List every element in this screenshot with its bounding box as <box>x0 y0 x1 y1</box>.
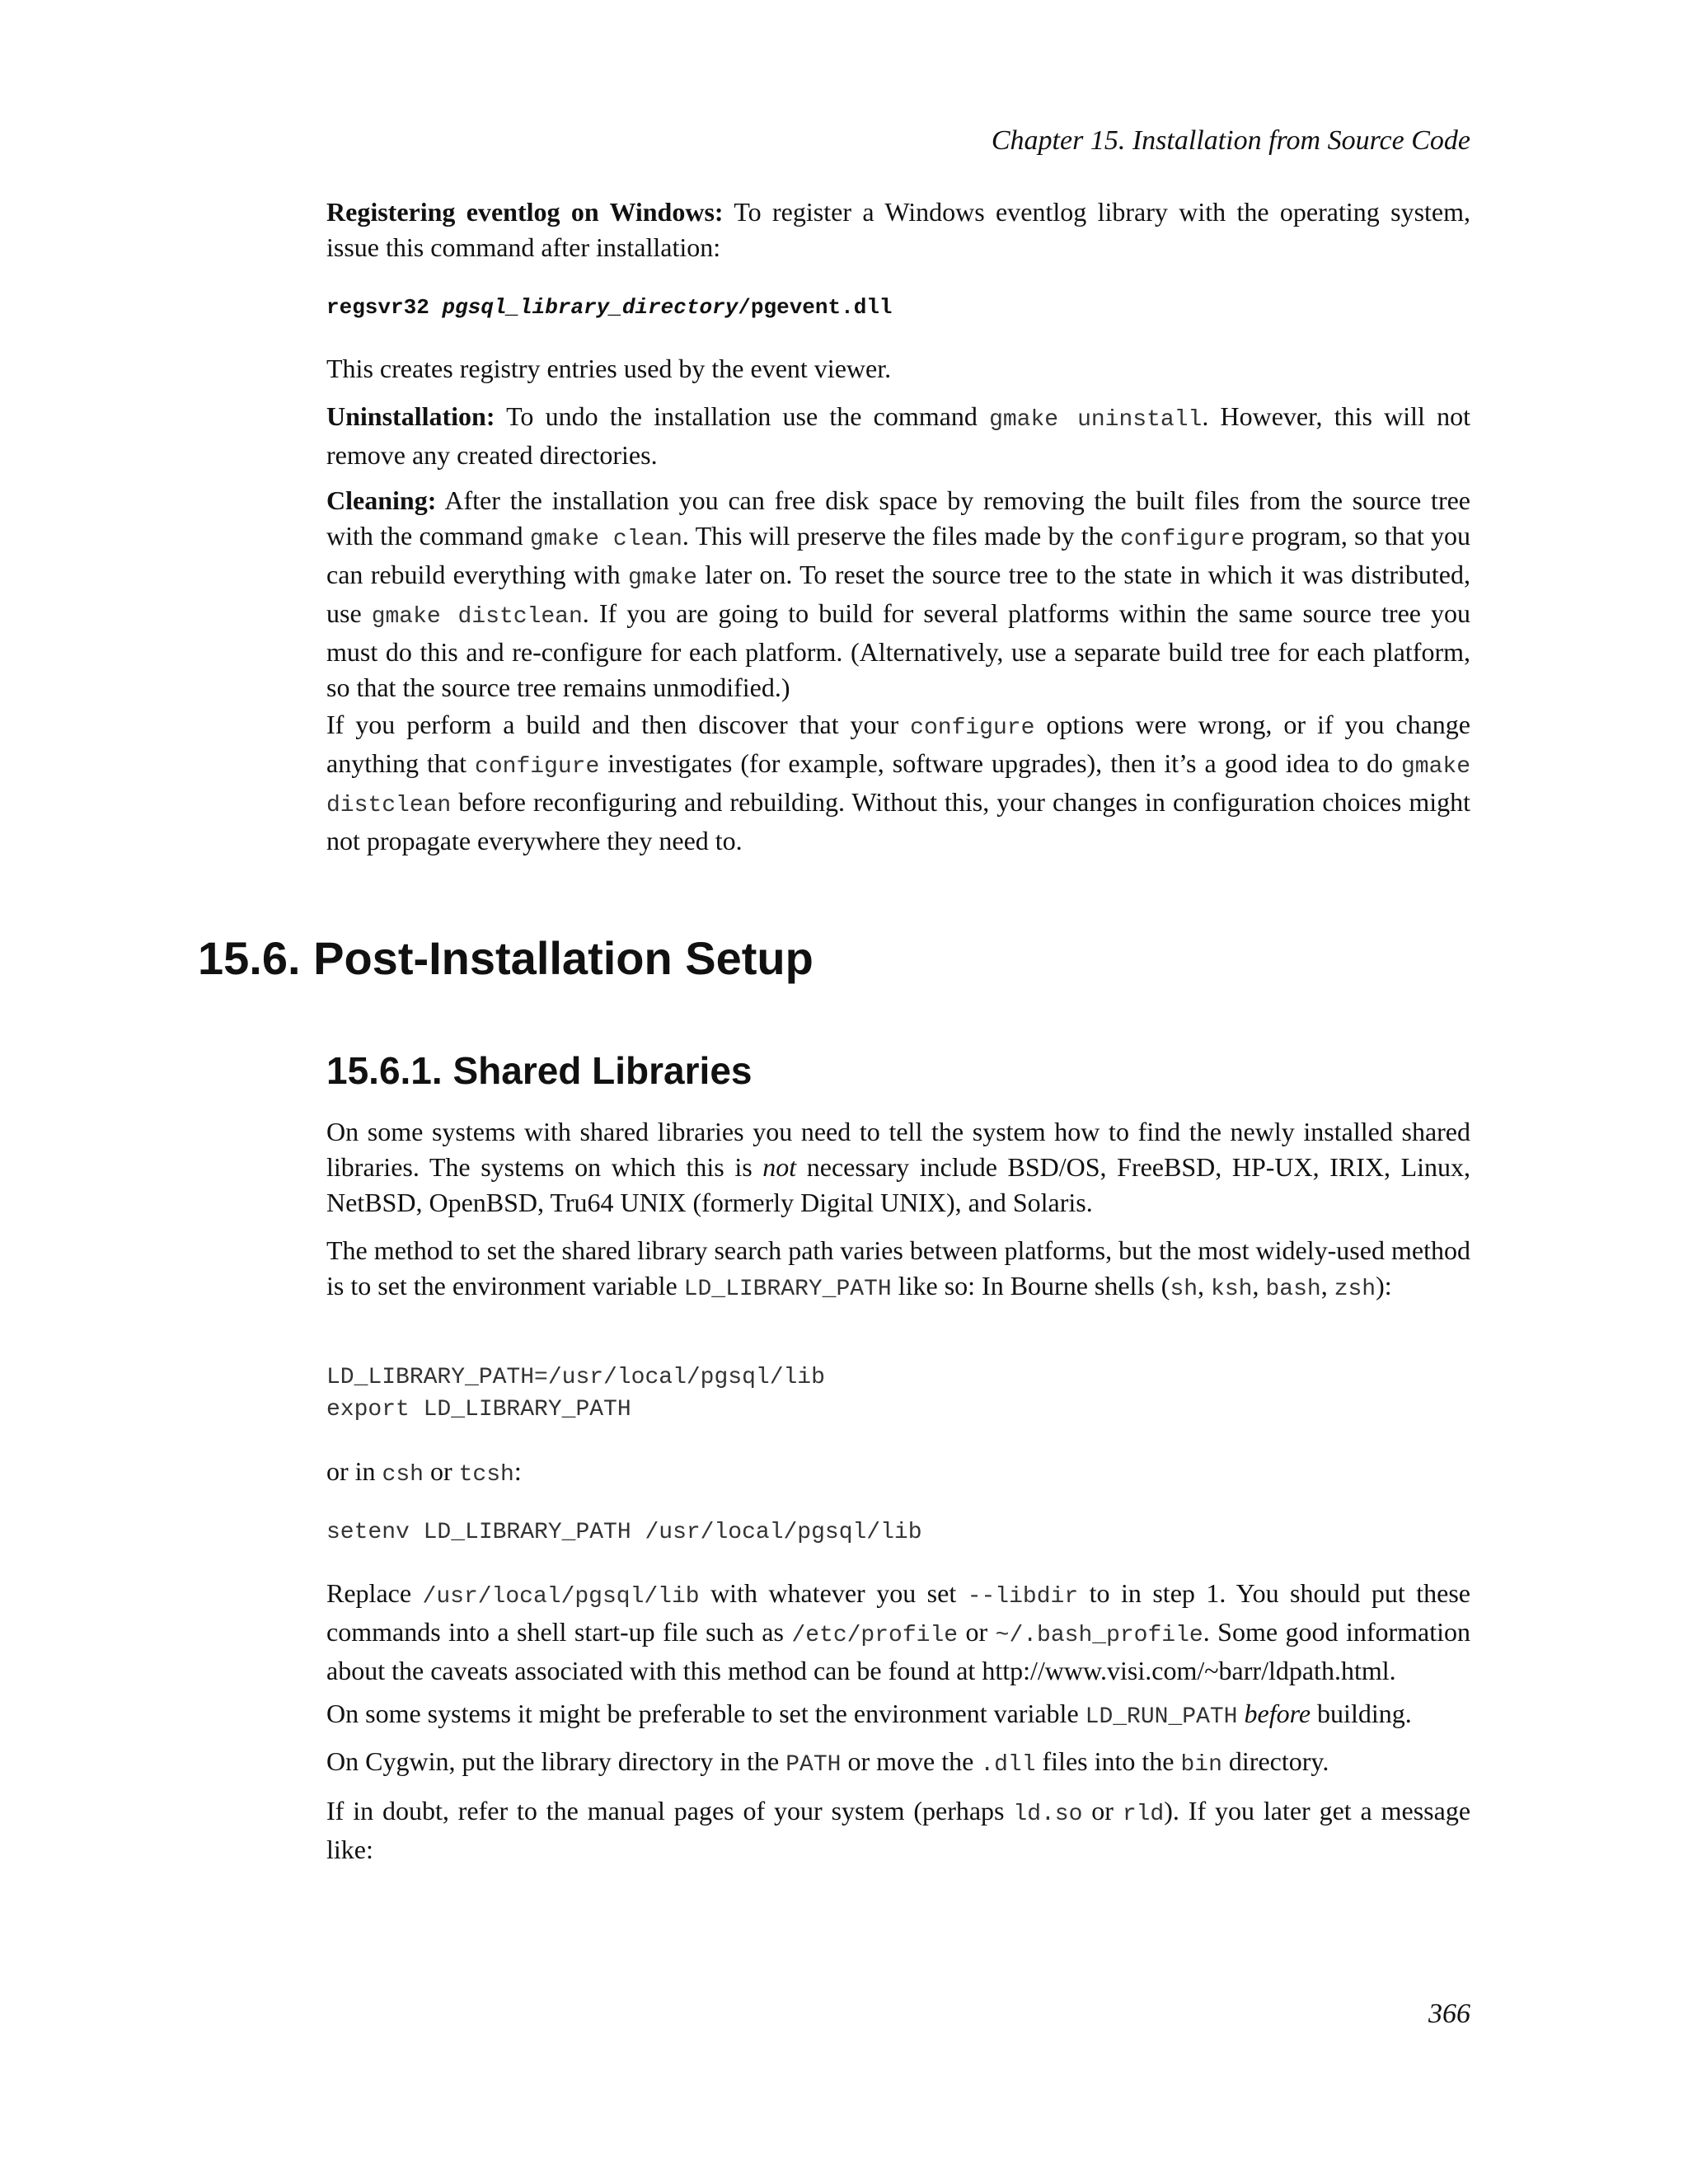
shared-p7: If in doubt, refer to the manual pages of your system (perhaps ld.so or rld). If you later get a message like: <box>326 1796 1471 1864</box>
code-configure-3: configure <box>475 754 600 780</box>
cmd-var: pgsql_library_directory <box>442 295 738 320</box>
cmd-prefix: regsvr32 <box>326 295 443 320</box>
uninstall-paragraph: Uninstallation: To undo the installation use the command gmake uninstall. However, this will not remove any created directories. <box>326 401 1471 470</box>
eventlog-after: This creates registry entries used by the event viewer. <box>326 354 892 383</box>
shared-p1: On some systems with shared libraries you need to tell the system how to find the newly installed shared libraries. The systems on which this is not necessary include BSD/OS, FreeBSD, HP-UX, IRIX, Linux, NetBSD, OpenBSD, Tru64 UNIX (formerly Digital UNIX), and Solaris. <box>326 1117 1471 1217</box>
reconfig-paragraph: If you perform a build and then discover that your configure options were wrong, or if you change anything that configure investigates (for example, software upgrades), then it’s a good idea to do gmake distclean before reconfiguring and rebuilding. Without this, your changes in configuration choices might not propagate everywhere they need to. <box>326 710 1471 855</box>
emphasis-not: not <box>762 1152 797 1182</box>
subsection-title: 15.6.1. Shared Libraries <box>326 1049 753 1092</box>
code-gmake-clean: gmake clean <box>529 527 682 552</box>
shared-p3: or in csh or tcsh: <box>326 1456 522 1488</box>
shared-p2: The method to set the shared library search path varies between platforms, but the most widely-used method is to set the environment variable LD_LIBRARY_PATH like so: In Bourne shells (sh, ksh, bash, zsh): <box>326 1235 1470 1302</box>
page-number: 366 <box>1428 1999 1470 2029</box>
cleaning-paragraph: Cleaning: After the installation you can free disk space by removing the built files from the source tree with the command gmake clean. This will preserve the files made by the configure program, so that you can rebuild everything with gmake later on. To reset the source tree to the state in which it was distributed, use gmake distclean. If you are going to build for several platforms within the same source tree you must do this and re-configure for each platform. (Alternatively, use a separate build tree for each platform, so that the source tree remains unmodified.) <box>326 485 1471 702</box>
cleaning-label: Cleaning: <box>326 485 437 515</box>
eventlog-command <box>326 295 1470 320</box>
code-gmake-distclean-2: gmake distclean <box>326 754 1471 818</box>
code-listing-csh: setenv LD_LIBRARY_PATH /usr/local/pgsql/lib <box>326 1520 922 1545</box>
shared-p4: Replace /usr/local/pgsql/lib with whatever you set --libdir to in step 1. You should put these commands into a shell start-up file such as /etc/profile or ~/.bash_profile. Some good information about the caveats associated with this method can be found at http://www.visi.com/~barr/ldpath.html. <box>326 1578 1471 1685</box>
cmd-suffix: /pgevent.dll <box>738 295 893 320</box>
uninstall-label: Uninstallation: <box>326 401 495 431</box>
shared-p5: On some systems it might be preferable to set the environment variable LD_RUN_PATH before building. <box>326 1699 1412 1730</box>
eventlog-label: Registering eventlog on Windows: <box>326 197 724 227</box>
code-gmake: gmake <box>627 565 697 591</box>
code-gmake-distclean: gmake distclean <box>371 604 583 630</box>
shared-p6: On Cygwin, put the library directory in the PATH or move the .dll files into the bin directory. <box>326 1746 1329 1778</box>
running-header: Chapter 15. Installation from Source Code <box>991 125 1470 156</box>
section-title: 15.6. Post-Installation Setup <box>198 932 814 984</box>
code-gmake-uninstall: gmake uninstall <box>989 407 1203 433</box>
eventlog-text: To register a Windows eventlog library with the operating system, issue this command after installation: <box>326 197 1471 262</box>
code-listing-bourne: LD_LIBRARY_PATH=/usr/local/pgsql/lib export LD_LIBRARY_PATH <box>326 1365 825 1422</box>
emphasis-before: before <box>1237 1699 1311 1728</box>
eventlog-paragraph <box>326 194 1470 265</box>
code-configure: configure <box>1120 527 1245 552</box>
code-configure-2: configure <box>910 715 1035 741</box>
